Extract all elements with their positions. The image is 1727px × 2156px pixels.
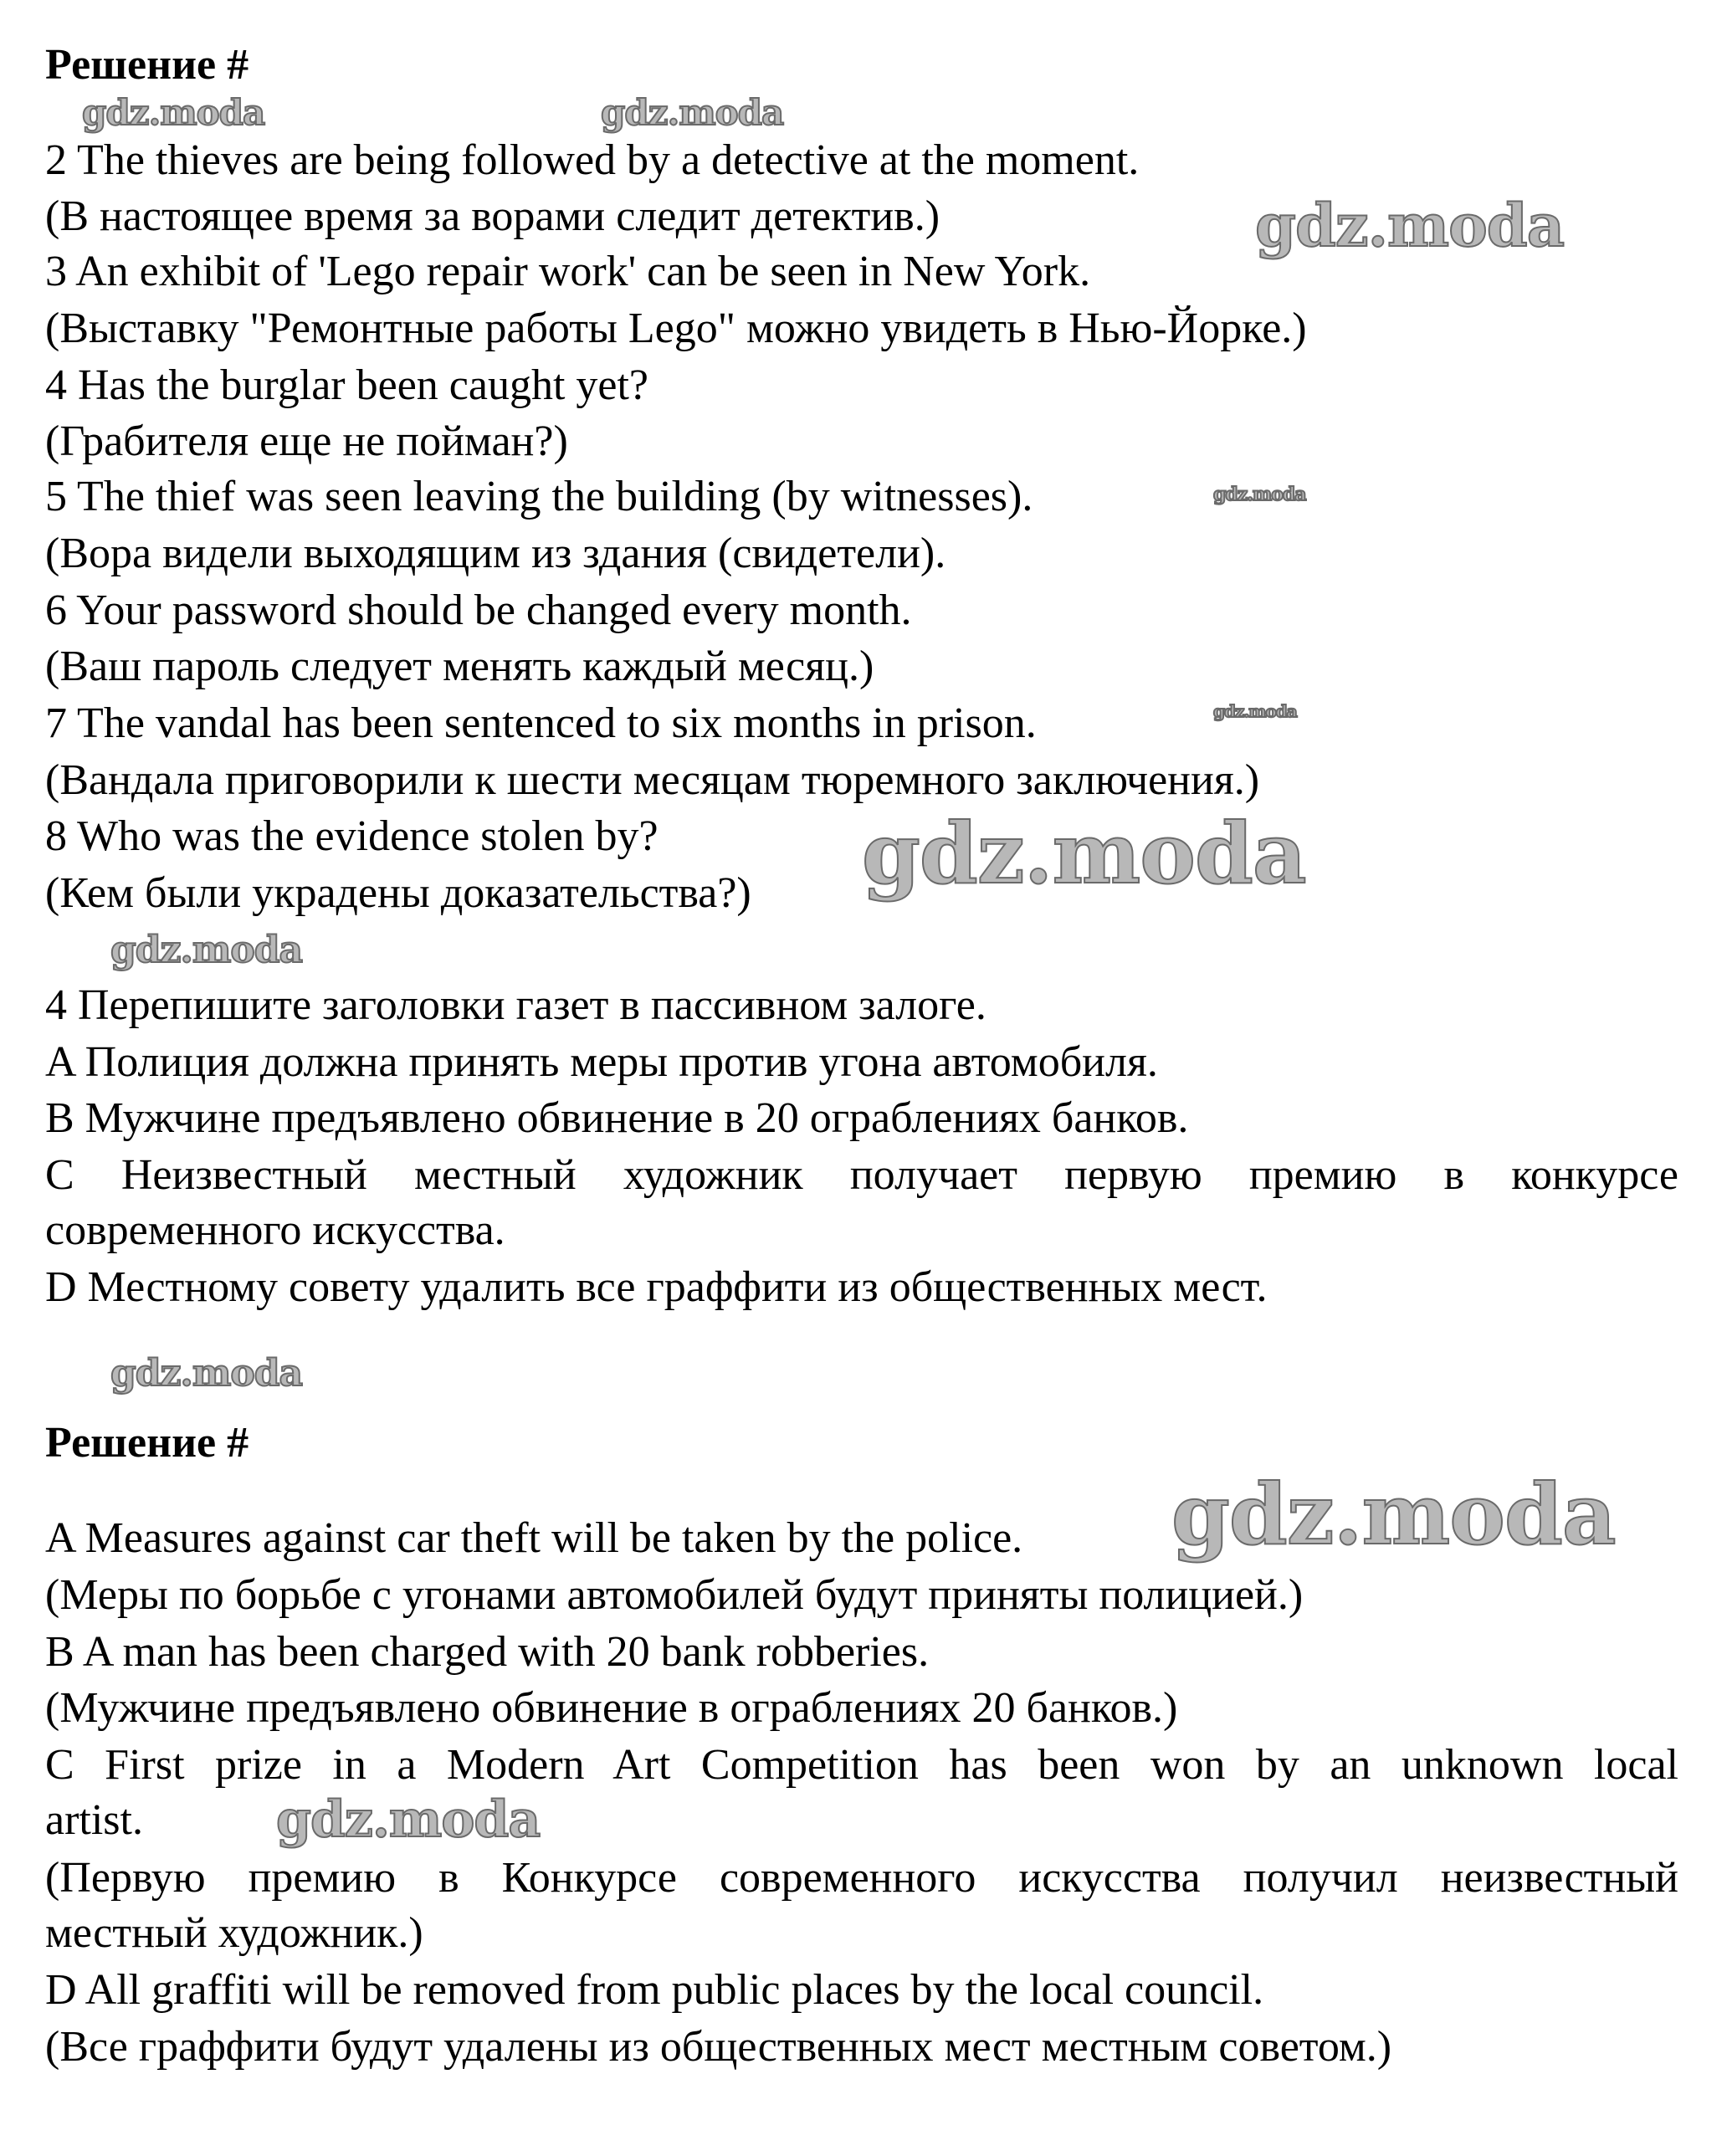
text-line: (Все граффити будут удалены из общественных мест местным советом.) — [45, 2023, 1392, 2071]
text-line: C Неизвестный местный художник получает первую премию в конкурсе — [45, 1151, 1678, 1199]
watermark-logo: gdz.moda — [82, 92, 265, 133]
watermark-logo: gdz.moda — [862, 804, 1306, 903]
text-line: (Грабителя еще не пойман?) — [45, 417, 568, 465]
text-line: (Ваш пароль следует менять каждый месяц.) — [45, 643, 874, 690]
text-line: 3 An exhibit of 'Lego repair work' can be seen in New York. — [45, 248, 1091, 295]
text-line: 2 The thieves are being followed by a detective at the moment. — [45, 136, 1140, 184]
text-line: A Полиция должна принять меры против угона автомобиля. — [45, 1038, 1158, 1086]
text-line: местный художник.) — [45, 1909, 423, 1957]
text-line: (Меры по борьбе с угонами автомобилей будут приняты полицией.) — [45, 1571, 1304, 1619]
text-line: D Местному совету удалить все граффити из общественных мест. — [45, 1263, 1268, 1311]
text-line: artist. — [45, 1796, 143, 1844]
text-line: B Мужчине предъявлено обвинение в 20 ограблениях банков. — [45, 1094, 1189, 1142]
text-line: 8 Who was the evidence stolen by? — [45, 812, 659, 860]
text-line: современного искусства. — [45, 1206, 505, 1254]
text-line: 7 The vandal has been sentenced to six months in prison. — [45, 699, 1037, 747]
solution-heading: Решение # — [45, 41, 249, 89]
text-line: A Measures against car theft will be taken by the police. — [45, 1514, 1023, 1562]
text-line: 5 The thief was seen leaving the building (by witnesses). — [45, 473, 1033, 520]
watermark-logo: gdz.moda — [110, 929, 303, 971]
text-line: 4 Has the burglar been caught yet? — [45, 361, 648, 409]
text-line: 6 Your password should be changed every month. — [45, 586, 912, 634]
solution-heading: Решение # — [45, 1419, 249, 1467]
text-line: (Мужчине предъявлено обвинение в ограблениях 20 банков.) — [45, 1684, 1178, 1732]
text-line: (Первую премию в Конкурсе современного искусства получил неизвестный — [45, 1854, 1678, 1902]
text-line: D All graffiti will be removed from public places by the local council. — [45, 1966, 1264, 2014]
text-line: (Выставку "Ремонтные работы Lego" можно увидеть в Нью-Йорке.) — [45, 305, 1307, 352]
text-line: C First prize in a Modern Art Competition has been won by an unknown local — [45, 1741, 1678, 1789]
text-line: (В настоящее время за ворами следит детектив.) — [45, 192, 940, 240]
watermark-logo: gdz.moda — [1213, 484, 1306, 505]
watermark-logo: gdz.moda — [1213, 701, 1297, 721]
watermark-logo: gdz.moda — [110, 1352, 303, 1395]
text-line: (Вандала приговорили к шести месяцам тюремного заключения.) — [45, 756, 1260, 804]
watermark-logo: gdz.moda — [1171, 1465, 1616, 1564]
watermark-logo: gdz.moda — [601, 92, 784, 133]
watermark-logo: gdz.moda — [276, 1790, 541, 1849]
text-line: (Кем были украдены доказательства?) — [45, 869, 751, 917]
text-line: (Вора видели выходящим из здания (свидетели). — [45, 530, 946, 577]
text-line: B A man has been charged with 20 bank robberies. — [45, 1628, 930, 1676]
watermark-logo: gdz.moda — [1255, 191, 1565, 260]
text-line: 4 Перепишите заголовки газет в пассивном залоге. — [45, 981, 986, 1029]
